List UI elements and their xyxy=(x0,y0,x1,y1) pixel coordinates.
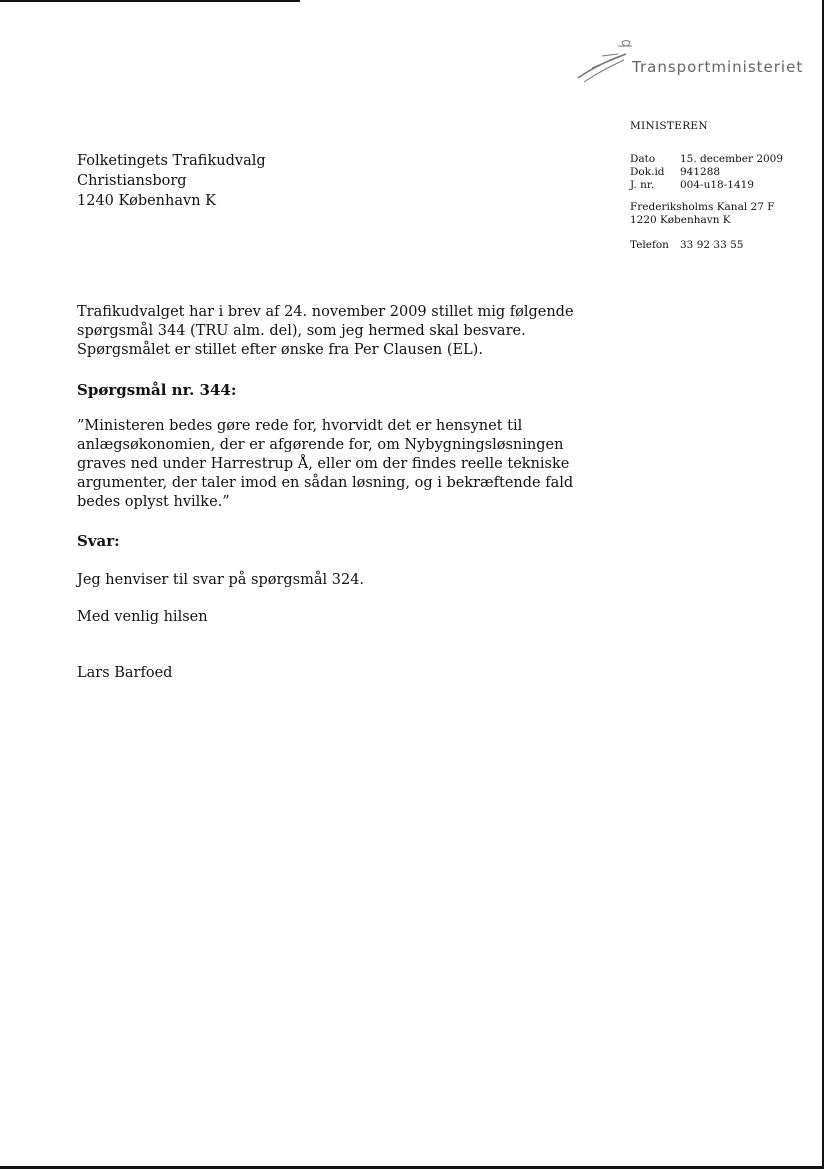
meta-journal xyxy=(630,179,820,192)
top-scan-rule xyxy=(0,0,300,2)
meta-value: 15. december 2009 xyxy=(680,153,784,165)
meta-label: Dato xyxy=(630,153,656,165)
letter-body xyxy=(77,303,607,683)
recipient-line: Folketingets Trafikudvalg xyxy=(77,153,266,169)
signature-name: Lars Barfoed xyxy=(77,665,173,681)
crown-icon xyxy=(572,38,632,88)
meta-label: Dok.id xyxy=(630,166,665,178)
ministry-name: Transportministeriet xyxy=(632,58,804,76)
recipient-line: 1240 København K xyxy=(77,193,216,209)
answer-heading: Svar: xyxy=(77,532,120,550)
ministry-logo xyxy=(572,38,804,88)
meta-value: 004-u18-1419 xyxy=(680,179,754,191)
meta-value: 941288 xyxy=(680,166,721,178)
intro-paragraph: Trafikudvalget har i brev af 24. november 2009 stillet mig følgende spørgsmål 344 (TRU alm. del), som jeg hermed skal besvare. Spørgsmålet er stillet efter ønske fra Per Clausen (EL). xyxy=(77,304,574,358)
meta-date xyxy=(630,153,820,166)
answer-text: Jeg henviser til svar på spørgsmål 324. xyxy=(77,572,365,588)
meta-docid xyxy=(630,166,820,179)
question-text: ”Ministeren bedes gøre rede for, hvorvidt det er hensynet til anlægsøkonomien, der er afgørende for, om Nybygningsløsningen graves ned under Harrestrup Å, eller om der findes reelle tekniske argumenter, der taler imod en sådan løsning, og i bekræftende fald bedes oplyst hvilke.” xyxy=(77,418,574,510)
sender-title: MINISTEREN xyxy=(630,120,708,132)
recipient-address xyxy=(77,151,266,211)
phone-value: 33 92 33 55 xyxy=(680,239,744,251)
question-heading: Spørgsmål nr. 344: xyxy=(77,381,237,399)
address-line: 1220 København K xyxy=(630,214,731,226)
recipient-line: Christiansborg xyxy=(77,173,187,189)
closing-greeting: Med venlig hilsen xyxy=(77,609,208,625)
phone-label: Telefon xyxy=(630,239,669,251)
meta-label: J. nr. xyxy=(630,179,655,191)
sender-address xyxy=(630,201,820,227)
address-line: Frederiksholms Kanal 27 F xyxy=(630,201,775,213)
sender-info xyxy=(630,120,820,252)
sender-phone xyxy=(630,239,820,252)
